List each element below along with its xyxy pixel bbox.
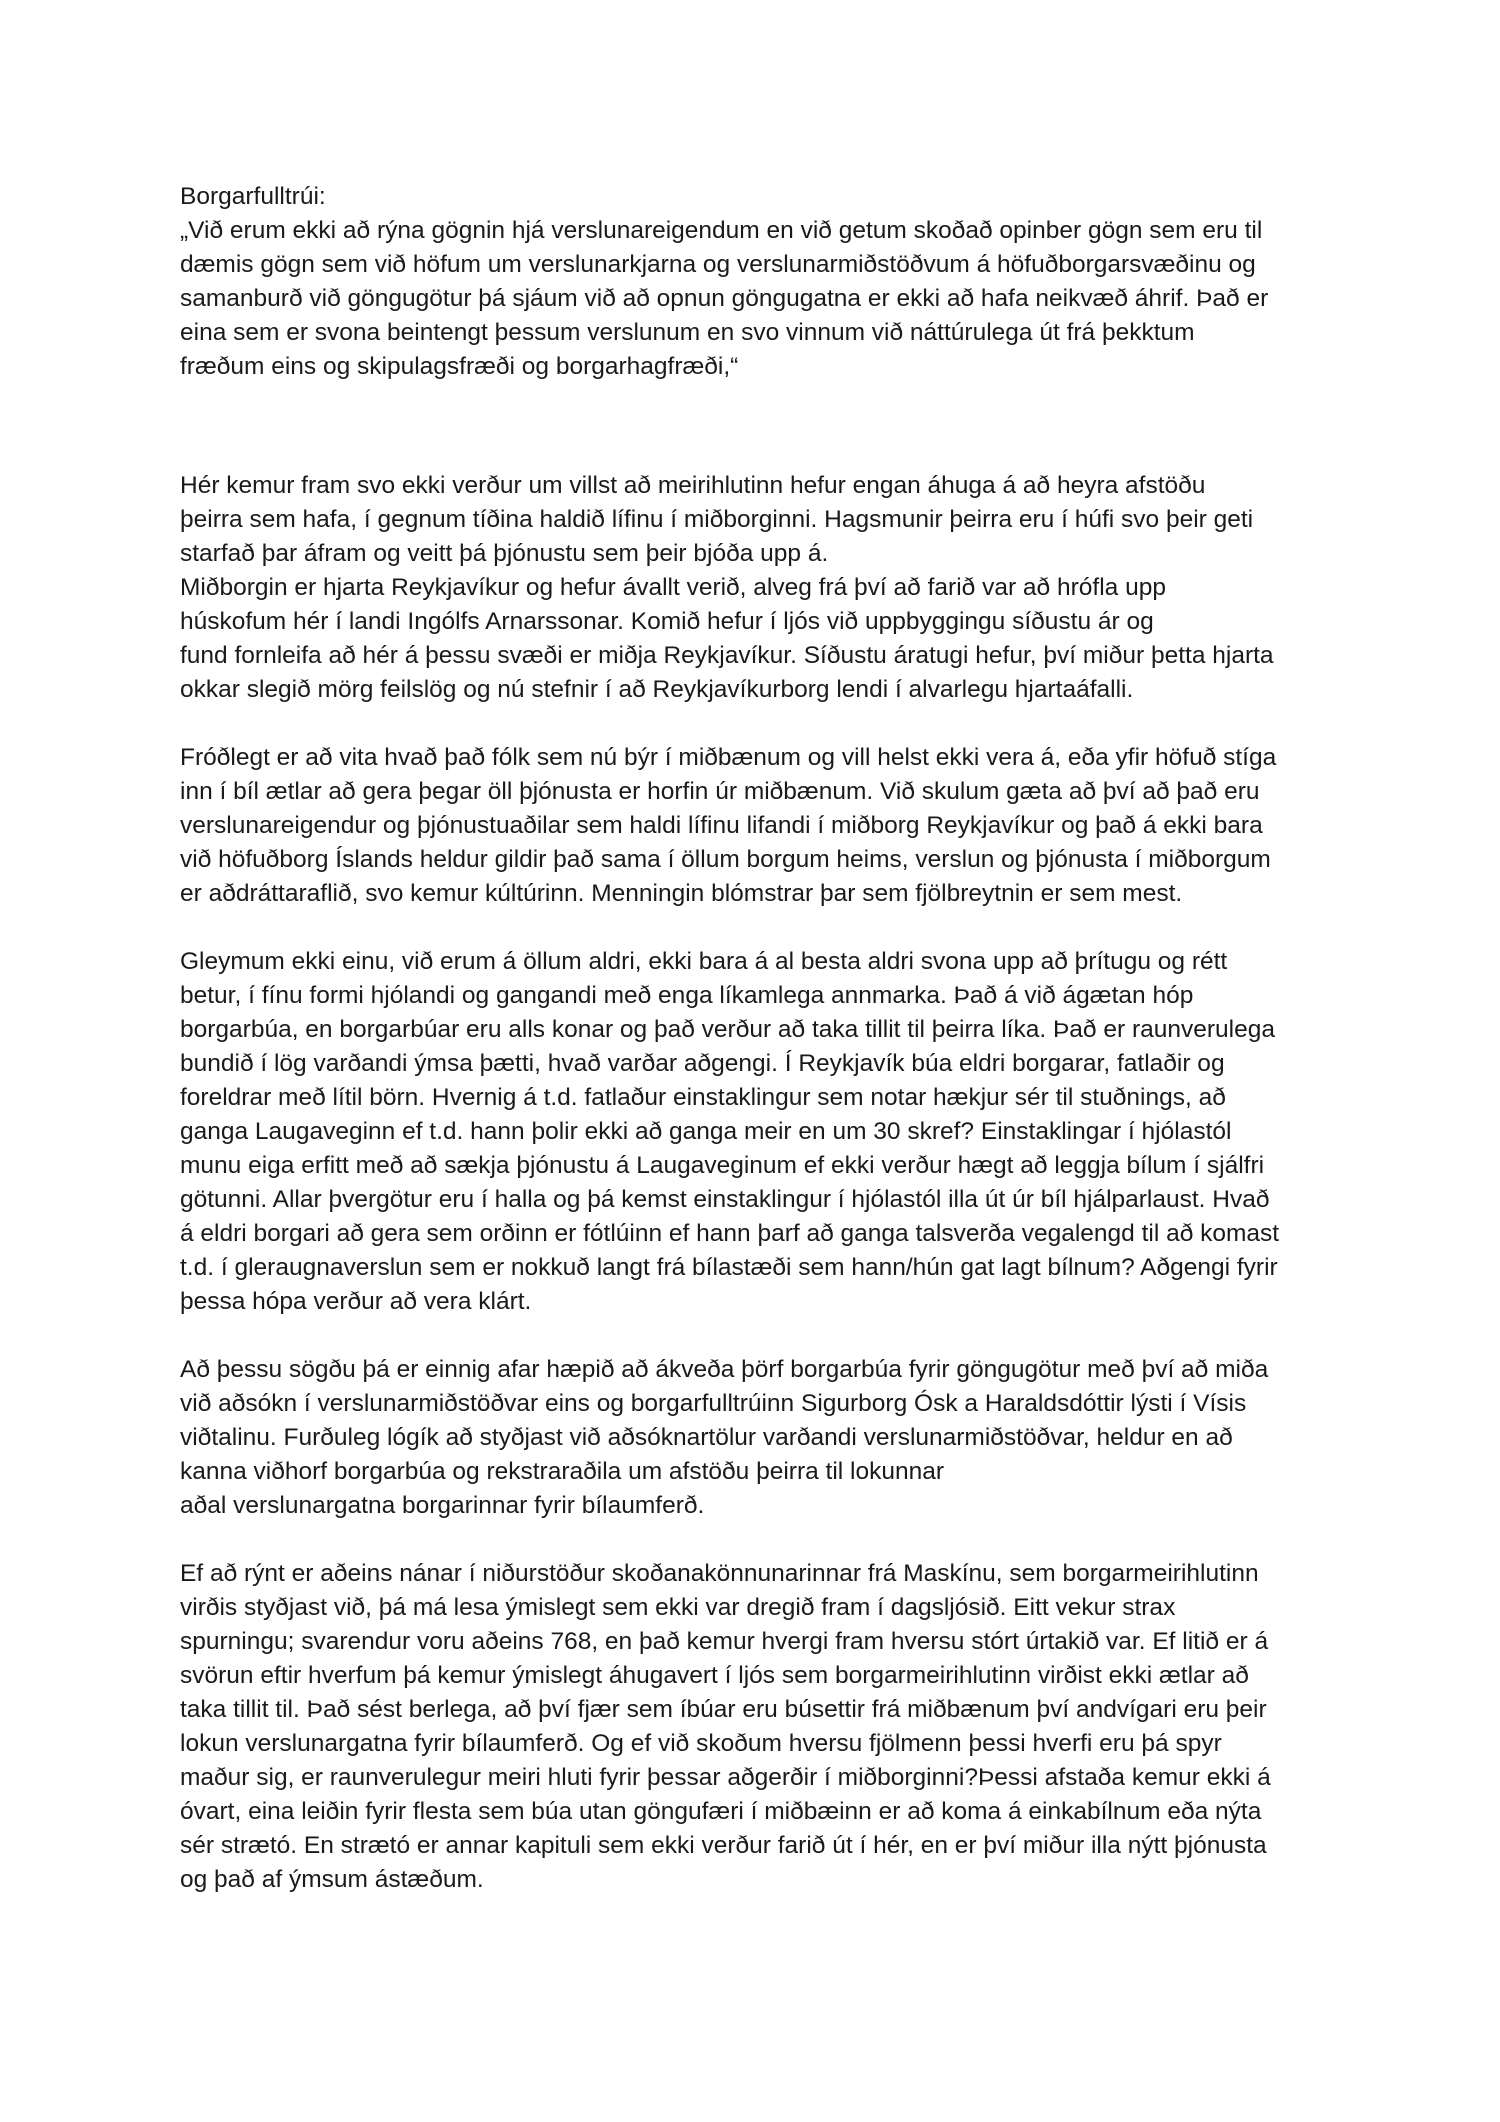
paragraph-line: foreldrar með lítil börn. Hvernig á t.d. fatlaður einstaklingur sem notar hækjur sér til stuðnings, að: [180, 1084, 1226, 1111]
paragraph-line: spurningu; svarendur voru aðeins 768, en það kemur hvergi fram hversu stórt úrtakið var. Ef litið er á: [180, 1628, 1269, 1655]
paragraph-line: virðis styðjast við, þá má lesa ýmislegt sem ekki var dregið fram í dagsljósið. Eitt vekur strax: [180, 1594, 1176, 1621]
paragraph-line: götunni. Allar þvergötur eru í halla og þá kemst einstaklingur í hjólastól illa út úr bíl hjálparlaust. Hvað: [180, 1186, 1270, 1213]
paragraph-line: er aðdráttaraflið, svo kemur kúltúrinn. Menningin blómstrar þar sem fjölbreytnin er sem mest.: [180, 880, 1183, 907]
quote-line: eina sem er svona beintengt þessum verslunum en svo vinnum við náttúrulega út frá þekktum: [180, 319, 1195, 346]
paragraph-line: við aðsókn í verslunarmiðstöðvar eins og borgarfulltrúinn Sigurborg Ósk a Haraldsdóttir lýsti í Vísis: [180, 1390, 1247, 1417]
quote-line: fræðum eins og skipulagsfræði og borgarhagfræði,“: [180, 353, 739, 380]
paragraph-line: óvart, eina leiðin fyrir flesta sem búa utan göngufæri í miðbæinn er að koma á einkabílnum eða nýta: [180, 1798, 1262, 1825]
spacer: [180, 911, 1340, 945]
paragraph-line: ganga Laugaveginn ef t.d. hann þolir ekki að ganga meir en um 30 skref? Einstaklingar í hjólastól: [180, 1118, 1232, 1145]
paragraph-line: sér strætó. En strætó er annar kapituli sem ekki verður farið út í hér, en er því miður illa nýtt þjónusta: [180, 1832, 1267, 1859]
paragraph-line: betur, í fínu formi hjólandi og gangandi með enga líkamlega annmarka. Það á við ágætan hóp: [180, 982, 1194, 1009]
document-body: [180, 180, 1340, 1897]
paragraph-line: Ef að rýnt er aðeins nánar í niðurstöður skoðanakönnunarinnar frá Maskínu, sem borgarmeirihlutinn: [180, 1560, 1259, 1587]
paragraph-3: [180, 945, 1340, 1319]
paragraph-line: við höfuðborg Íslands heldur gildir það sama í öllum borgum heims, verslun og þjónusta í miðborgum: [180, 846, 1271, 873]
paragraph-line: fund fornleifa að hér á þessu svæði er miðja Reykjavíkur. Síðustu áratugi hefur, því miður þetta hjarta: [180, 642, 1274, 669]
paragraph-4: [180, 1353, 1340, 1523]
paragraph-line: borgarbúa, en borgarbúar eru alls konar og það verður að taka tillit til þeirra líka. Það er raunverulega: [180, 1016, 1275, 1043]
heading-block: [180, 180, 1340, 214]
paragraph-line: t.d. í gleraugnaverslun sem er nokkuð langt frá bílastæði sem hann/hún gat lagt bílnum? Aðgengi fyrir: [180, 1254, 1278, 1281]
quote-paragraph: [180, 214, 1340, 384]
paragraph-5: [180, 1557, 1340, 1897]
spacer: [180, 1523, 1340, 1557]
spacer: [180, 1319, 1340, 1353]
heading: Borgarfulltrúi:: [180, 183, 326, 210]
quote-line: „Við erum ekki að rýna gögnin hjá verslunareigendum en við getum skoðað opinber gögn sem eru til: [180, 217, 1263, 244]
paragraph-line: munu eiga erfitt með að sækja þjónustu á Laugaveginum ef ekki verður hægt að leggja bílum í sjálfri: [180, 1152, 1265, 1179]
paragraph-line: starfað þar áfram og veitt þá þjónustu sem þeir bjóða upp á.: [180, 540, 829, 567]
paragraph-line: Miðborgin er hjarta Reykjavíkur og hefur ávallt verið, alveg frá því að farið var að hrófla upp: [180, 574, 1166, 601]
paragraph-line: okkar slegið mörg feilslög og nú stefnir í að Reykjavíkurborg lendi í alvarlegu hjartaáfalli.: [180, 676, 1134, 703]
paragraph-line: Að þessu sögðu þá er einnig afar hæpið að ákveða þörf borgarbúa fyrir göngugötur með því að miða: [180, 1356, 1269, 1383]
paragraph-line: viðtalinu. Furðuleg lógík að styðjast við aðsóknartölur varðandi verslunarmiðstöðvar, heldur en að: [180, 1424, 1233, 1451]
paragraph-line: svörun eftir hverfum þá kemur ýmislegt áhugavert í ljós sem borgarmeirihlutinn virðist ekki ætlar að: [180, 1662, 1249, 1689]
paragraph-line: Gleymum ekki einu, við erum á öllum aldri, ekki bara á al besta aldri svona upp að þrítugu og rétt: [180, 948, 1228, 975]
paragraph-line: húskofum hér í landi Ingólfs Arnarssonar. Komið hefur í ljós við uppbyggingu síðustu ár og: [180, 608, 1154, 635]
paragraph-2: [180, 741, 1340, 911]
paragraph-line: á eldri borgari að gera sem orðinn er fótlúinn ef hann þarf að ganga talsverða vegalengd til að komast: [180, 1220, 1280, 1247]
quote-line: samanburð við göngugötur þá sjáum við að opnun göngugatna er ekki að hafa neikvæð áhrif. Það er: [180, 285, 1269, 312]
paragraph-line: þessa hópa verður að vera klárt.: [180, 1288, 532, 1315]
paragraph-line: verslunareigendur og þjónustuaðilar sem haldi lífinu lifandi í miðborg Reykjavíkur og það á ekki bara: [180, 812, 1263, 839]
paragraph-line: taka tillit til. Það sést berlega, að því fjær sem íbúar eru búsettir frá miðbænum því andvígari eru þeir: [180, 1696, 1267, 1723]
paragraph-line: lokun verslunargatna fyrir bílaumferð. Og ef við skoðum hversu fjölmenn þessi hverfi eru þá spyr: [180, 1730, 1222, 1757]
paragraph-1: [180, 469, 1340, 707]
paragraph-line: og það af ýmsum ástæðum.: [180, 1866, 484, 1893]
paragraph-line: þeirra sem hafa, í gegnum tíðina haldið lífinu í miðborginni. Hagsmunir þeirra eru í húfi svo þeir geti: [180, 506, 1254, 533]
spacer: [180, 384, 1340, 469]
paragraph-line: Fróðlegt er að vita hvað það fólk sem nú býr í miðbænum og vill helst ekki vera á, eða yfir höfuð stíga: [180, 744, 1277, 771]
paragraph-line: aðal verslunargatna borgarinnar fyrir bílaumferð.: [180, 1492, 705, 1519]
paragraph-line: Hér kemur fram svo ekki verður um villst að meirihlutinn hefur engan áhuga á að heyra afstöðu: [180, 472, 1206, 499]
paragraph-line: inn í bíl ætlar að gera þegar öll þjónusta er horfin úr miðbænum. Við skulum gæta að því að það eru: [180, 778, 1260, 805]
paragraph-line: kanna viðhorf borgarbúa og rekstraraðila um afstöðu þeirra til lokunnar: [180, 1458, 945, 1485]
paragraph-line: maður sig, er raunverulegur meiri hluti fyrir þessar aðgerðir í miðborginni?Þessi afstaða kemur ekki á: [180, 1764, 1271, 1791]
spacer: [180, 707, 1340, 741]
quote-line: dæmis gögn sem við höfum um verslunarkjarna og verslunarmiðstöðvum á höfuðborgarsvæðinu og: [180, 251, 1256, 278]
paragraph-line: bundið í lög varðandi ýmsa þætti, hvað varðar aðgengi. Í Reykjavík búa eldri borgarar, fatlaðir og: [180, 1050, 1225, 1077]
